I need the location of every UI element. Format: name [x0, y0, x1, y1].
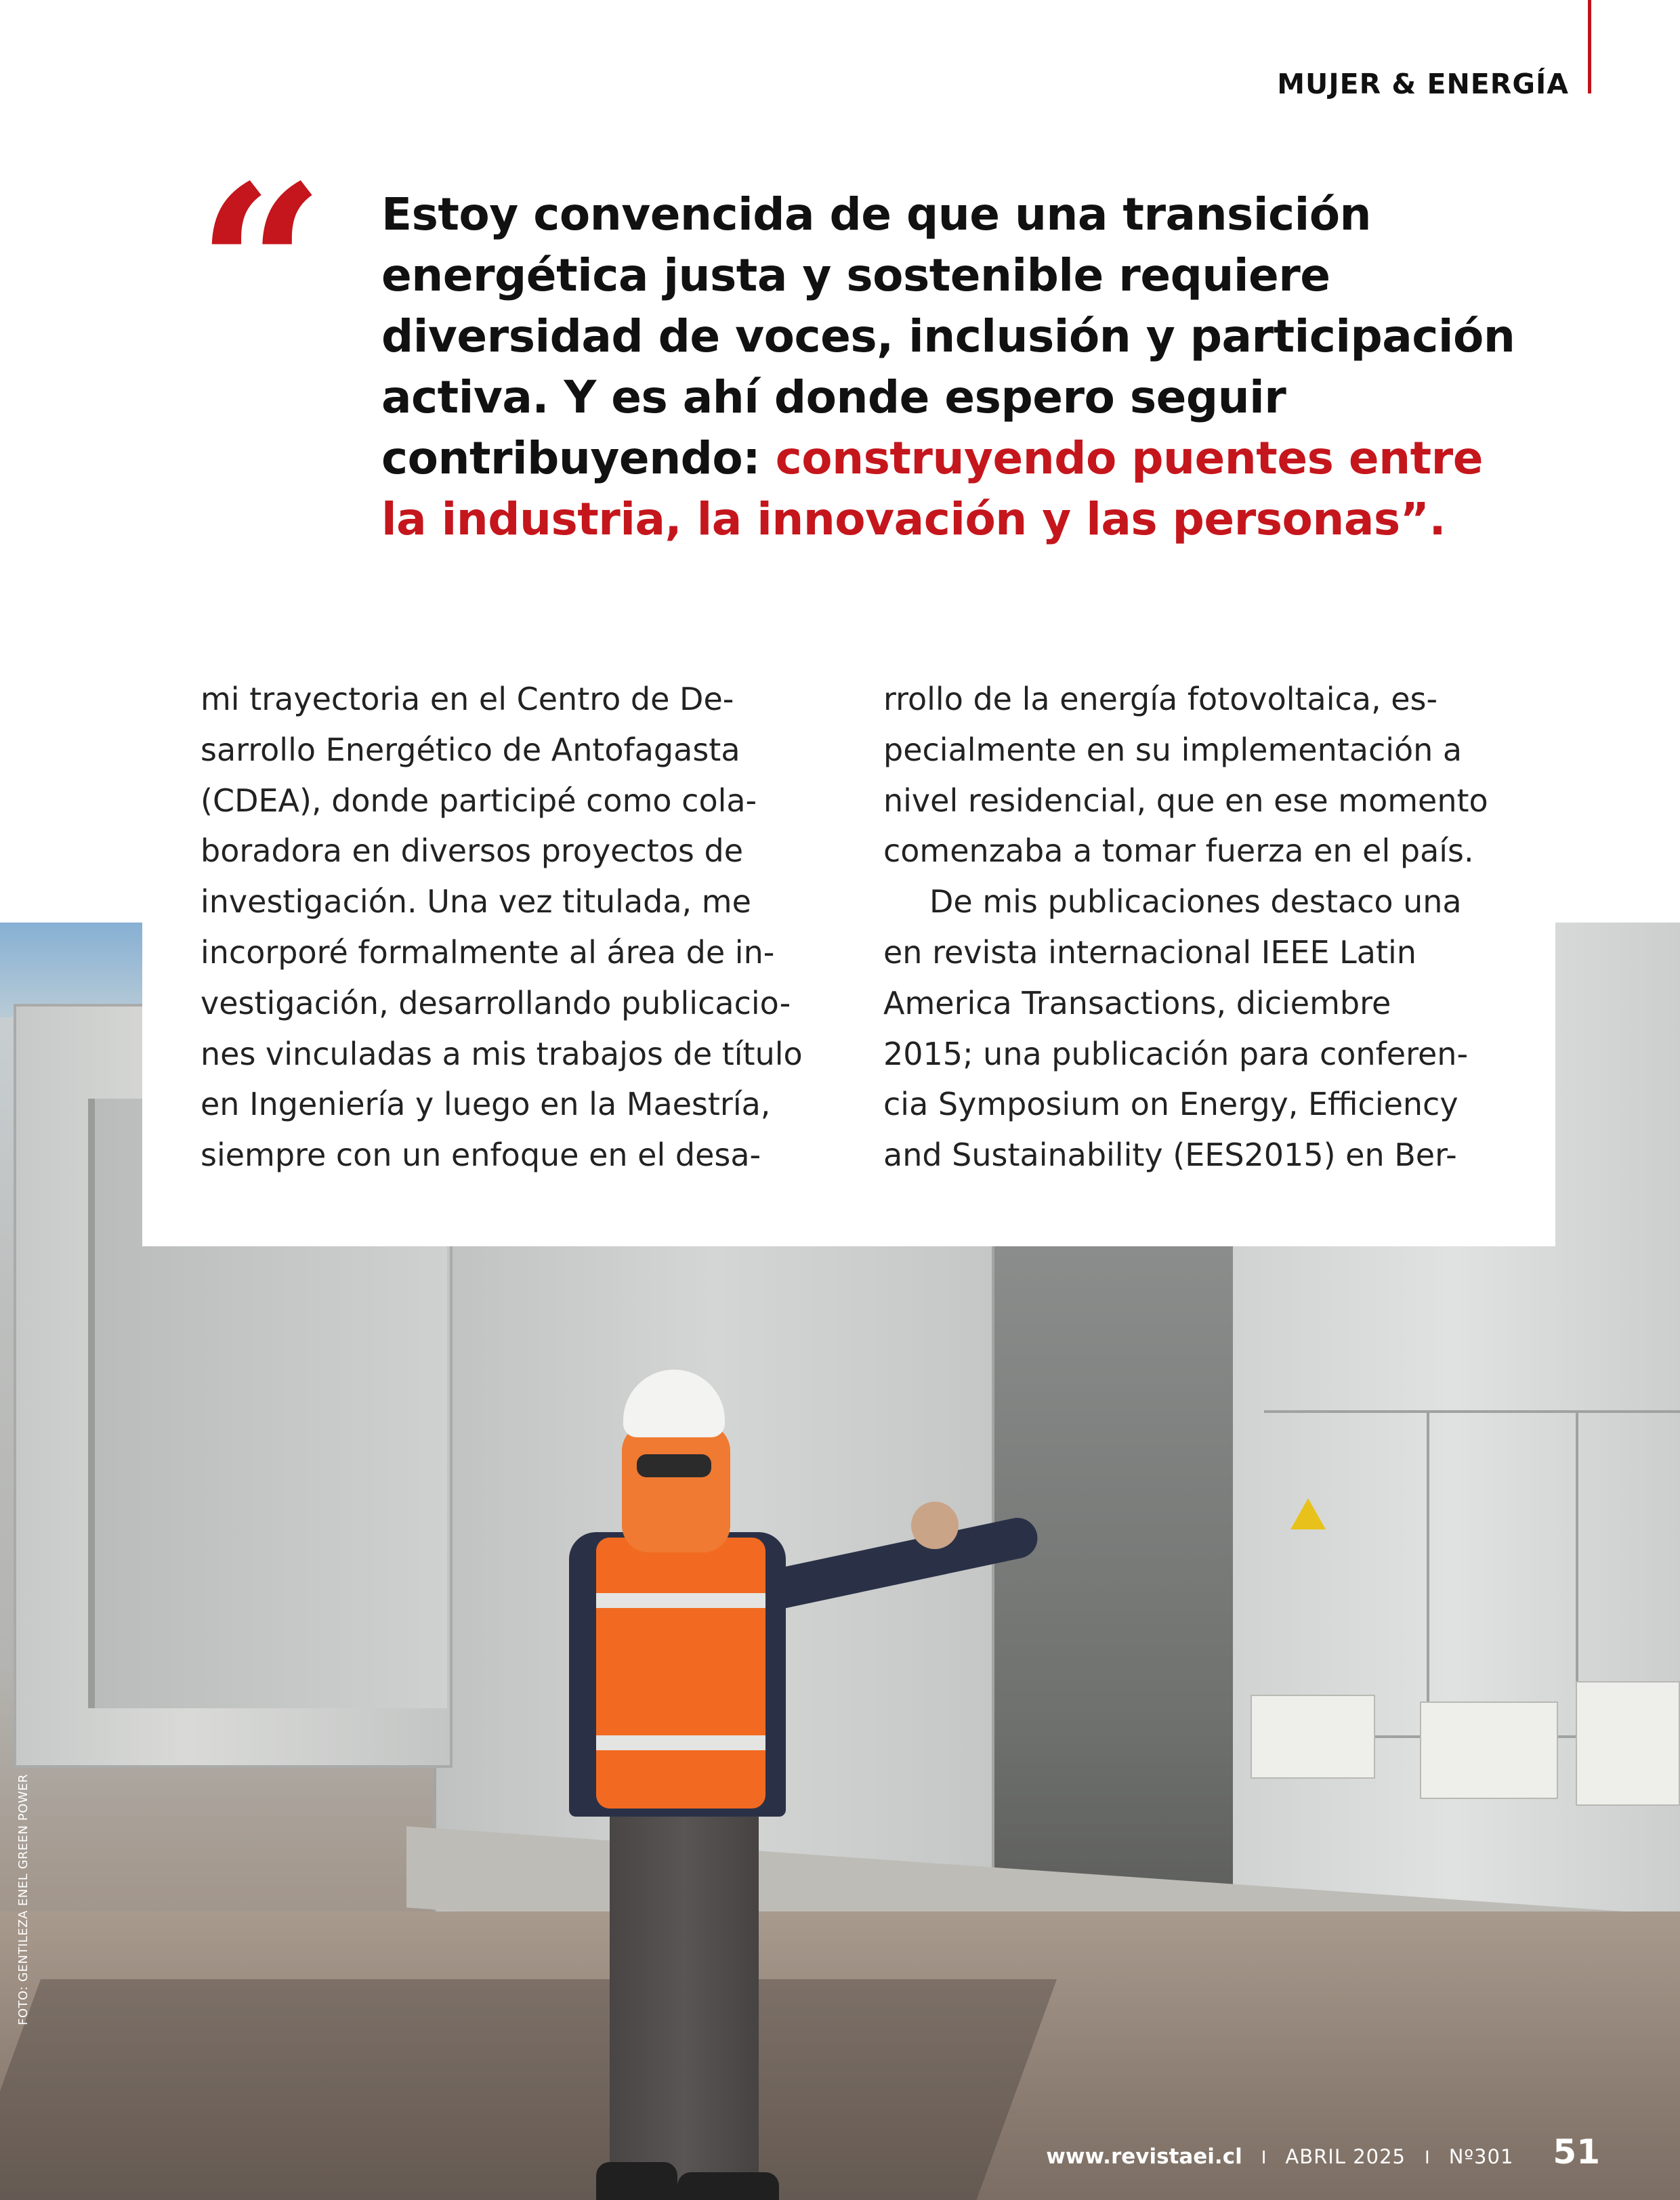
photo-credit: FOTO: GENTILEZA ENEL GREEN POWER	[16, 1773, 30, 2025]
body-columns	[201, 674, 1501, 1181]
page-footer	[1046, 2132, 1600, 2172]
column-left	[201, 674, 818, 1181]
warning-sign-icon	[1290, 1498, 1326, 1529]
pull-quote	[381, 184, 1533, 550]
footer-separator: I	[1425, 2148, 1430, 2168]
body-paragraph: De mis publicaciones destaco una en revista internacional IEEE Latin America Transactions, diciembre 2015; una publicación para conferen- cia Symposium on Energy, Efficiency and Sustainability (EES2015) en Ber-	[883, 883, 1469, 1174]
safety-vest	[596, 1538, 765, 1808]
pull-quote-text: Estoy convencida de que una transición energética justa y sostenible requiere diversidad de voces, inclusión y participación activa. Y es ahí donde espero seguir contribuyendo:	[381, 188, 1515, 484]
issue-date: ABRIL 2025	[1285, 2145, 1406, 2168]
body-paragraph: mi trayectoria en el Centro de De- sarrollo Energético de Antofagasta (CDEA), donde participé como cola- boradora en diversos proyectos de investigación. Una vez titulada, me incorporé formalmente al área de in- vestigación, desarrollando publicacio- nes vinculadas a mis trabajos de título en Ingeniería y luego en la Maestría, siempre con un enfoque en el desa-	[201, 681, 803, 1174]
face-cover	[622, 1424, 730, 1552]
engineer-figure	[569, 1370, 854, 2200]
footer-separator: I	[1261, 2148, 1267, 2168]
page-number: 51	[1553, 2132, 1600, 2172]
pull-quote-highlight: construyendo puentes entre la industria, la innovación y las personas”.	[381, 432, 1483, 545]
quote-mark: “	[196, 136, 325, 399]
section-title: MUJER & ENERGÍA	[1277, 68, 1569, 100]
body-paragraph: rrollo de la energía fotovoltaica, es- pecialmente en su implementación a nivel residencial, que en ese momento comenzaba a tomar fuerza en el país.	[883, 681, 1488, 870]
issue-number: Nº301	[1448, 2145, 1514, 2168]
website-link[interactable]: www.revistaei.cl	[1046, 2144, 1242, 2169]
sunglasses	[637, 1454, 711, 1477]
cabinet-shadow	[0, 1979, 1057, 2200]
top-red-rule	[1588, 0, 1591, 93]
hard-hat	[623, 1370, 725, 1437]
column-right	[883, 674, 1501, 1181]
